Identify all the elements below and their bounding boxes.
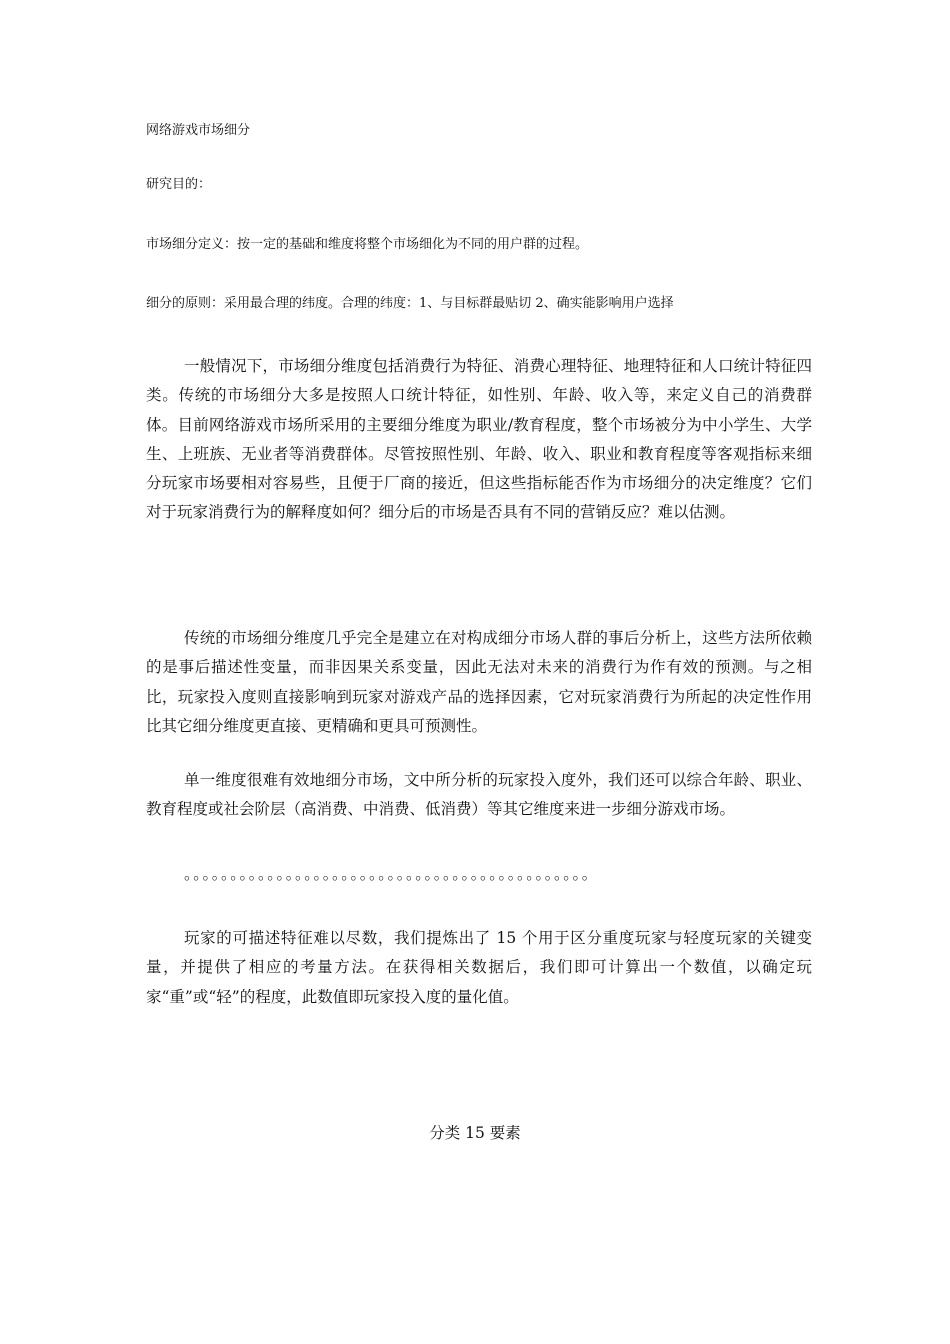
ellipsis-divider: 。。。。。。。。。。。。。。。。。。。。。。。。。。。。。。。。。。。。。。。。。。。。 (184, 865, 599, 883)
paragraph-traditional: 传统的市场细分维度几乎完全是建立在对构成细分市场人群的事后分析上，这些方法所依赖的是事后描述性变量，而非因果关系变量，因此无法对未来的消费行为作有效的预测。与之相比，玩家投入度则直接影响到玩家对游戏产品的选择因素，它对玩家消费行为所起的决定性作用比其它细分维度更直接、更精确和更具可预测性。 (146, 629, 812, 735)
segmentation-principle: 细分的原则：采用最合理的纬度。合理的纬度：1、与目标群最贴切 2、确实能影响用户选择 (146, 296, 674, 311)
section-heading: 分类 15 要素 (429, 1124, 521, 1142)
document-title: 网络游戏市场细分 (146, 123, 251, 138)
segmentation-definition: 市场细分定义：按一定的基础和维度将整个市场细化为不同的用户群的过程。 (146, 237, 589, 252)
paragraph-dimensions: 一般情况下，市场细分维度包括消费行为特征、消费心理特征、地理特征和人口统计特征四类。传统的市场细分大多是按照人口统计特征，如性别、年龄、收入等，来定义自己的消费群体。目前网络游戏市场所采用的主要细分维度为职业/教育程度，整个市场被分为中小学生、大学生、上班族、无业者等消费群体。尽管按照性别、年龄、收入、职业和教育程度等客观指标来细分玩家市场要相对容易些，且便于厂商的接近，但这些指标能否作为市场细分的决定维度？它们对于玩家消费行为的解释度如何？细分后的市场是否具有不同的营销反应？难以估测。 (146, 357, 812, 522)
paragraph-player-traits: 玩家的可描述特征难以尽数，我们提炼出了 15 个用于区分重度玩家与轻度玩家的关键变量，并提供了相应的考量方法。在获得相关数据后，我们即可计算出一个数值，以确定玩家“重”或“轻”的程度，此数值即玩家投入度的量化值。 (146, 929, 812, 1006)
research-purpose: 研究目的： (146, 177, 212, 192)
paragraph-single-dimension: 单一维度很难有效地细分市场，文中所分析的玩家投入度外，我们还可以综合年龄、职业、教育程度或社会阶层（高消费、中消费、低消费）等其它维度来进一步细分游戏市场。 (146, 771, 812, 819)
